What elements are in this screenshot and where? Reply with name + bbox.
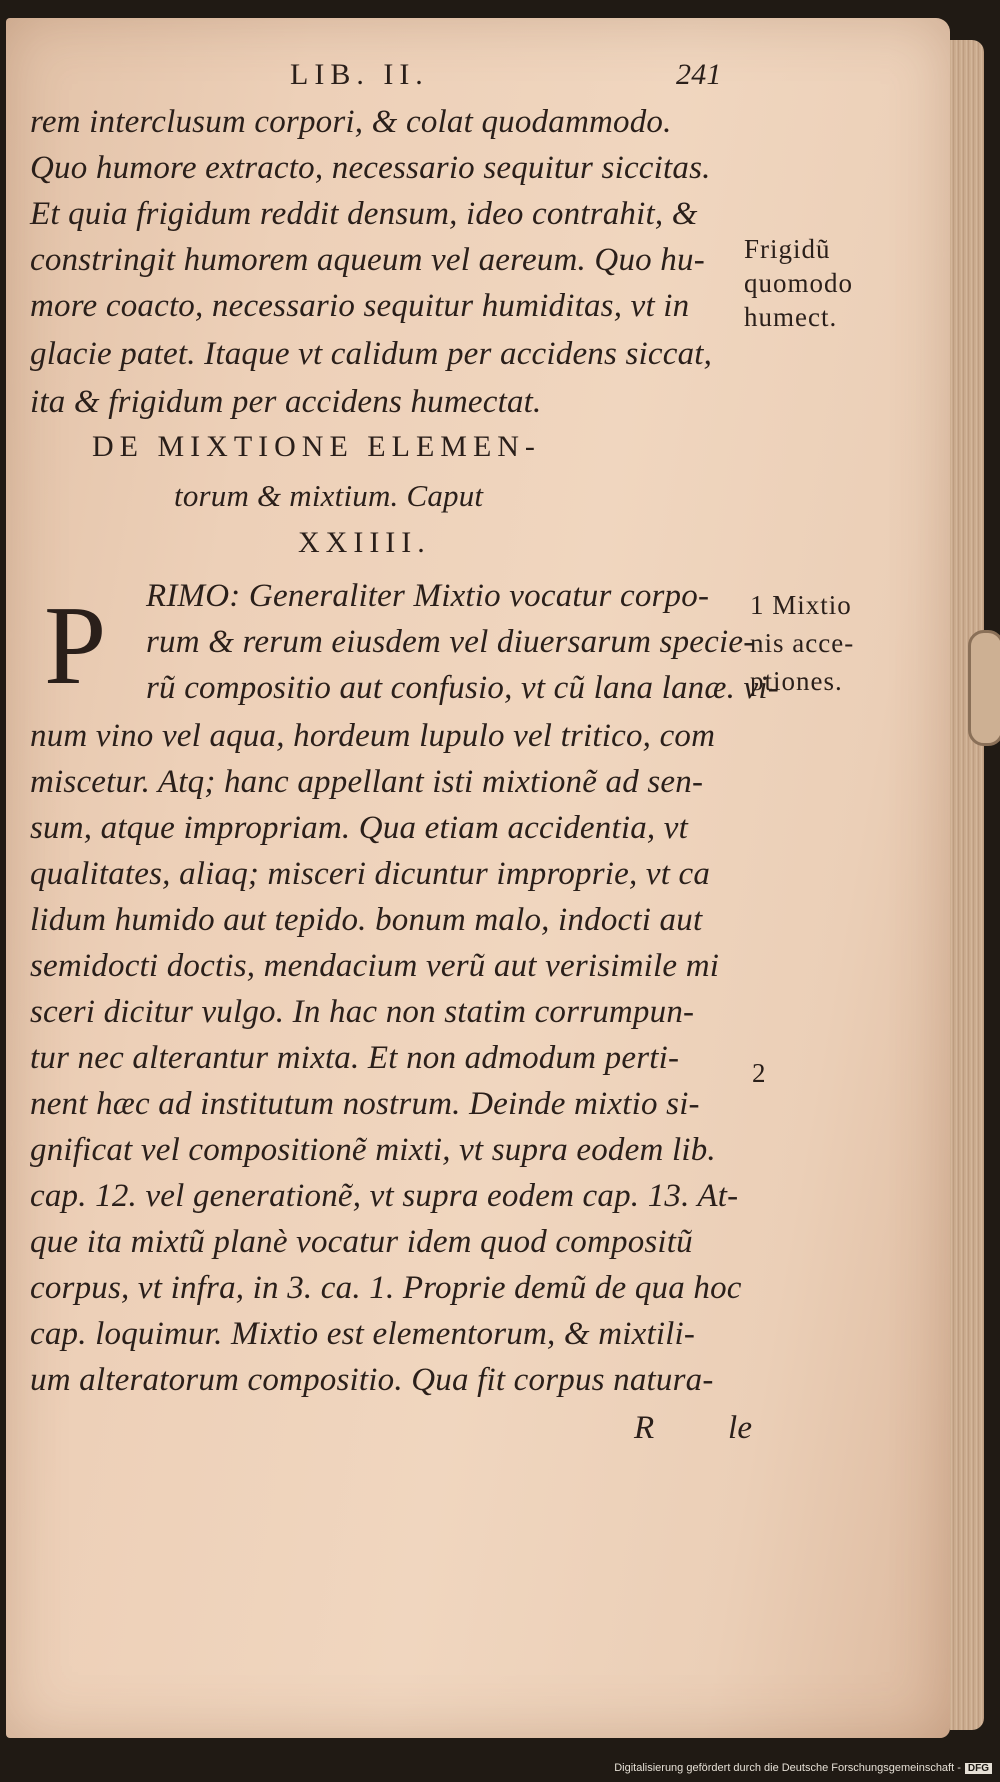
text-line: tur nec alterantur mixta. Et non admodum perti- <box>30 1040 680 1076</box>
text-line: sum, atque impropriam. Qua etiam accidentia, vt <box>30 810 689 846</box>
text-line: que ita mixtũ planè vocatur idem quod compositũ <box>30 1224 693 1260</box>
text-line: ita & frigidum per accidens humectat. <box>30 384 542 420</box>
text-line: lidum humido aut tepido. bonum malo, indocti aut <box>30 902 703 938</box>
chapter-heading-line: DE MIXTIONE ELEMEN- <box>92 430 541 463</box>
marginal-note-line: nis acce- <box>750 628 855 658</box>
marginal-note-line: quomodo <box>744 268 854 298</box>
book-clasp <box>968 630 1000 746</box>
text-line: nent hæc ad institutum nostrum. Deinde mixtio si- <box>30 1086 700 1122</box>
text-line: constringit humorem aqueum vel aereum. Quo hu- <box>30 242 705 278</box>
text-line: miscetur. Atq; hanc appellant isti mixtionẽ ad sen- <box>30 764 704 800</box>
text-line: rũ compositio aut confusio, vt cũ lana lanæ. vi- <box>146 670 779 706</box>
text-line: sceri dicitur vulgo. In hac non statim corrumpun- <box>30 994 695 1030</box>
text-line: cap. 12. vel generationẽ, vt supra eodem cap. 13. At- <box>30 1178 739 1214</box>
marginal-note-line: 1 Mixtio <box>750 590 852 620</box>
drop-initial: P <box>44 584 107 708</box>
digitization-credit <box>614 1762 992 1774</box>
text-line: glacie patet. Itaque vt calidum per accidens siccat, <box>30 336 713 372</box>
marginal-note-line: ptiones. <box>750 666 843 696</box>
text-line: num vino vel aqua, hordeum lupulo vel tritico, com <box>30 718 716 754</box>
text-line: gnificat vel compositionẽ mixti, vt supra eodem lib. <box>30 1132 716 1168</box>
marginal-note-line: Frigidũ <box>744 234 831 264</box>
marginal-note-number: 2 <box>752 1058 767 1088</box>
page-number: 241 <box>676 58 722 91</box>
text-line: Et quia frigidum reddit densum, ideo contrahit, & <box>30 196 698 232</box>
text-line: corpus, vt infra, in 3. ca. 1. Proprie demũ de qua hoc <box>30 1270 742 1306</box>
chapter-heading-line: torum & mixtium. Caput <box>174 478 484 513</box>
catchword: le <box>728 1410 753 1446</box>
text-line: rum & rerum eiusdem vel diuersarum specie- <box>146 624 755 660</box>
text-line: RIMO: Generaliter Mixtio vocatur corpo- <box>146 578 710 614</box>
credit-text: Digitalisierung gefördert durch die Deutsche Forschungsgemeinschaft - <box>614 1762 961 1774</box>
marginal-note-line: humect. <box>744 302 838 332</box>
dfg-logo: DFG <box>965 1763 992 1774</box>
text-line: rem interclusum corpori, & colat quodammodo. <box>30 104 672 140</box>
book-page <box>6 18 950 1738</box>
text-line: cap. loquimur. Mixtio est elementorum, & mixtili- <box>30 1316 696 1352</box>
page-edges <box>950 40 984 1730</box>
chapter-number: XXIIII. <box>298 526 431 559</box>
text-line: Quo humore extracto, necessario sequitur siccitas. <box>30 150 711 186</box>
text-line: more coacto, necessario sequitur humiditas, vt in <box>30 288 690 324</box>
signature-mark: R <box>634 1410 655 1446</box>
text-line: semidocti doctis, mendacium verũ aut verisimile mi <box>30 948 720 984</box>
running-title: LIB. II. <box>290 58 429 91</box>
text-line: um alteratorum compositio. Qua fit corpus natura- <box>30 1362 714 1398</box>
text-line: qualitates, aliaq; misceri dicuntur improprie, vt ca <box>30 856 711 892</box>
